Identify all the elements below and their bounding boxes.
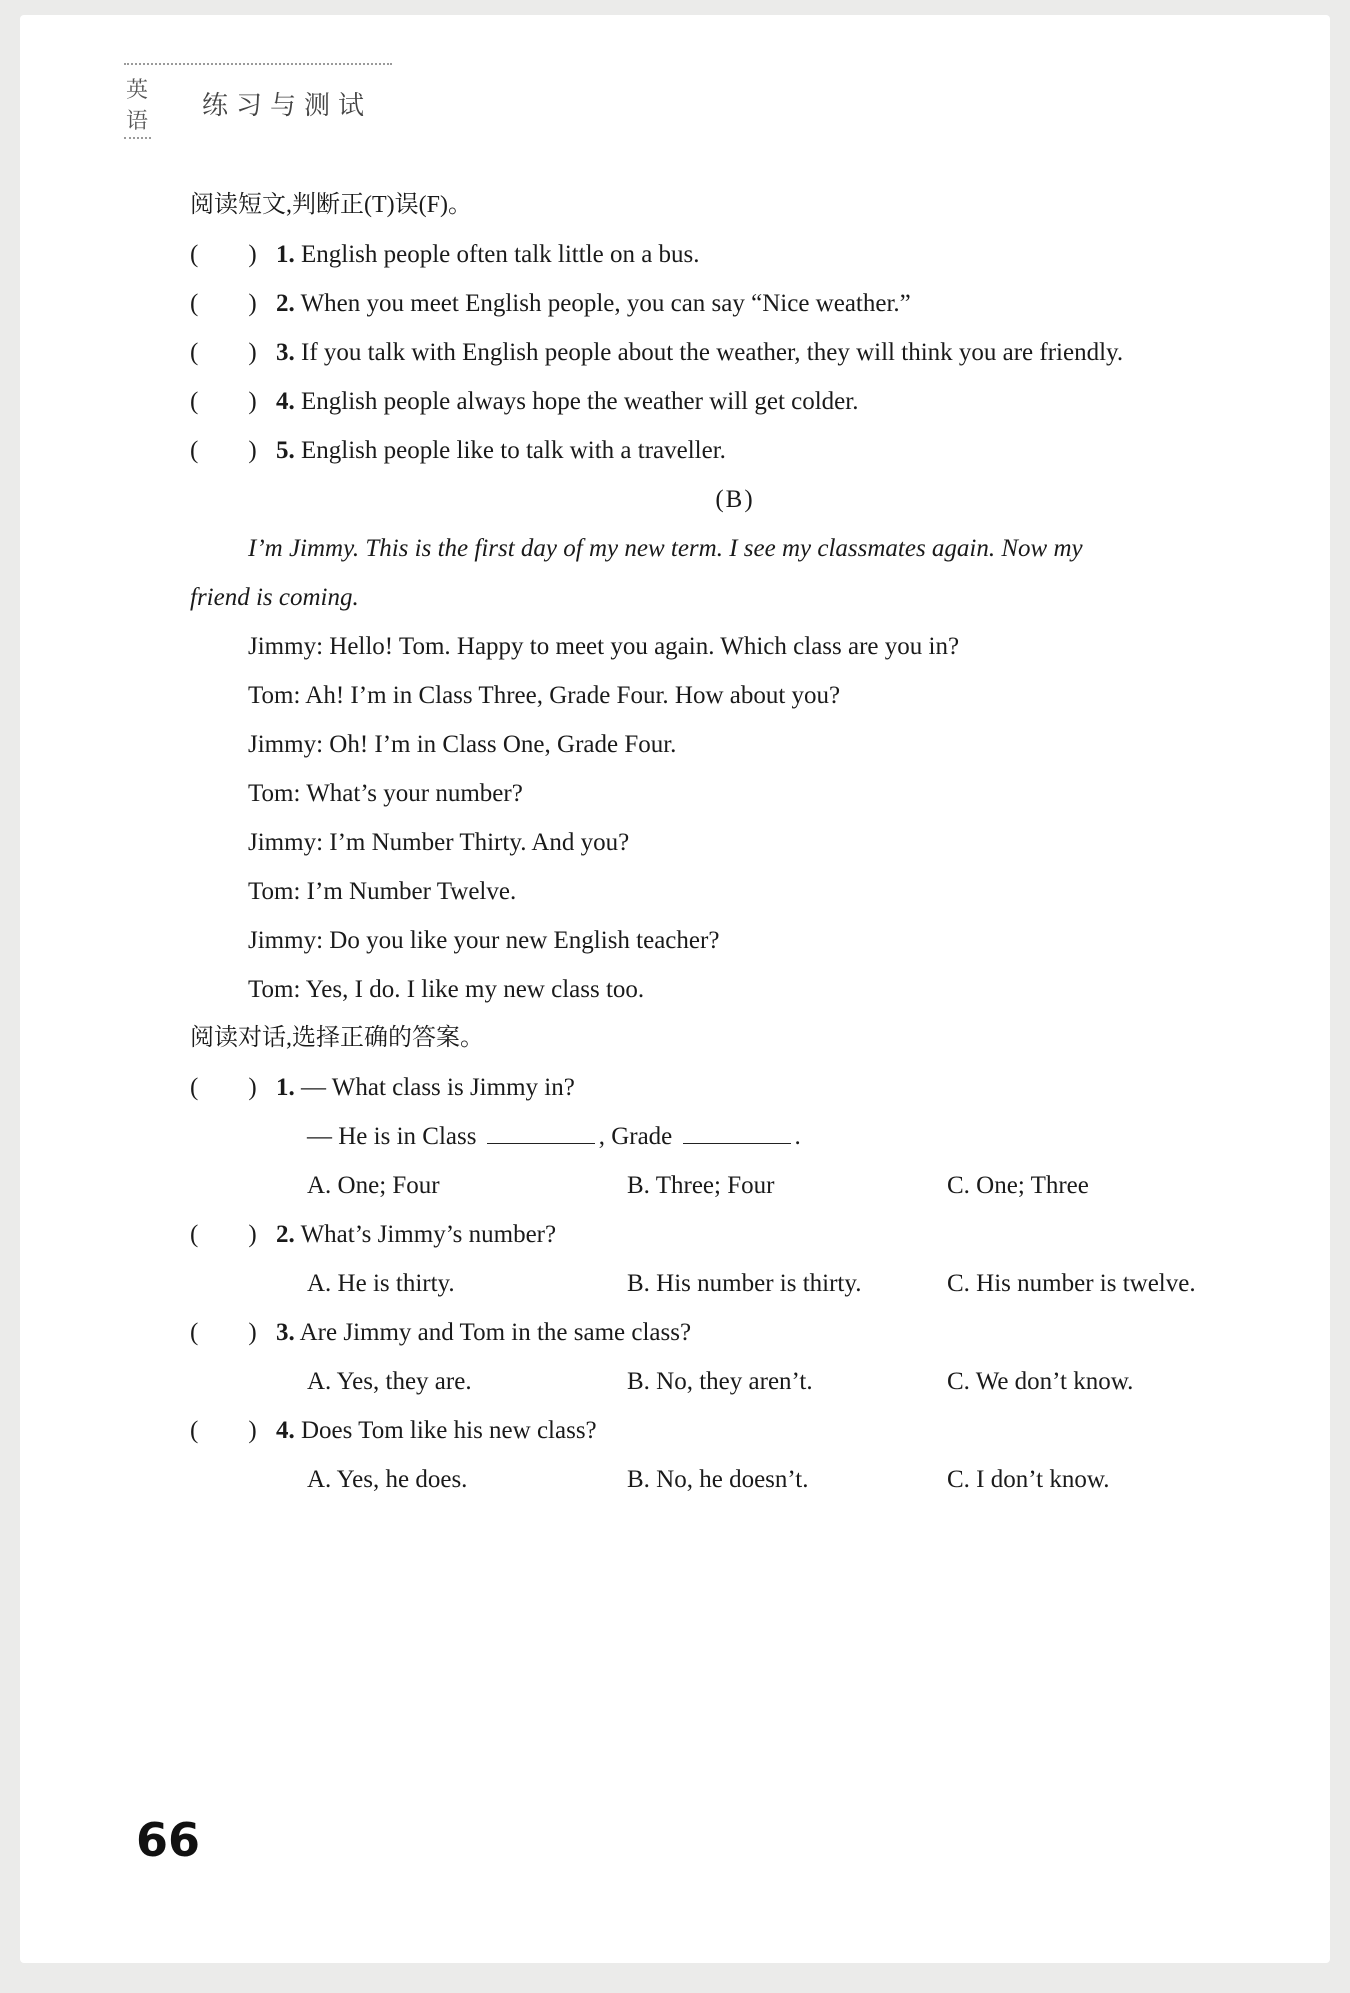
- option-a[interactable]: A. One; Four: [307, 1172, 440, 1199]
- exercise-content: [190, 181, 1280, 1504]
- question-text: English people always hope the weather will get colder.: [301, 388, 859, 415]
- question-text: When you meet English people, you can say “Nice weather.”: [300, 290, 911, 317]
- option-c[interactable]: C. One; Three: [947, 1172, 1089, 1199]
- dialogue-line: Tom: Yes, I do. I like my new class too.: [248, 976, 645, 1003]
- question-text: Does Tom like his new class?: [301, 1417, 597, 1444]
- mc-question-4-options: [190, 1455, 1280, 1504]
- answer-parentheses[interactable]: ( ): [190, 339, 257, 366]
- mc-question-2-options: [190, 1259, 1280, 1308]
- answer-parentheses[interactable]: ( ): [190, 1221, 257, 1248]
- tf-question-4: [190, 377, 1280, 426]
- option-c[interactable]: C. I don’t know.: [947, 1466, 1110, 1493]
- page-number: 66: [136, 1813, 201, 1867]
- answer-end: .: [794, 1123, 801, 1150]
- answer-prefix: — He is in Class: [307, 1123, 477, 1150]
- tf-question-2: [190, 279, 1280, 328]
- mc-question-1-answer-line: [190, 1112, 1280, 1161]
- question-text: — What class is Jimmy in?: [301, 1074, 575, 1101]
- answer-parentheses[interactable]: ( ): [190, 241, 257, 268]
- option-a[interactable]: A. He is thirty.: [307, 1270, 455, 1297]
- question-number: 1.: [276, 241, 295, 268]
- tf-question-5: [190, 426, 1280, 475]
- option-b[interactable]: B. No, he doesn’t.: [627, 1466, 809, 1493]
- question-number: 3.: [276, 1319, 295, 1346]
- answer-mid: , Grade: [598, 1123, 673, 1150]
- option-a[interactable]: A. Yes, they are.: [307, 1368, 472, 1395]
- answer-parentheses[interactable]: ( ): [190, 437, 257, 464]
- answer-parentheses[interactable]: ( ): [190, 388, 257, 415]
- question-text: English people often talk little on a bus.: [301, 241, 700, 268]
- question-text: What’s Jimmy’s number?: [300, 1221, 557, 1248]
- option-b[interactable]: B. Three; Four: [627, 1172, 775, 1199]
- option-a[interactable]: A. Yes, he does.: [307, 1466, 468, 1493]
- tf-question-3: [190, 328, 1280, 377]
- answer-parentheses[interactable]: ( ): [190, 1417, 257, 1444]
- fill-in-blank[interactable]: [487, 1117, 595, 1144]
- dialogue-line: Jimmy: Hello! Tom. Happy to meet you again. Which class are you in?: [248, 633, 960, 660]
- question-text: If you talk with English people about the weather, they will think you are friendly.: [301, 339, 1124, 366]
- answer-parentheses[interactable]: ( ): [190, 1074, 257, 1101]
- option-b[interactable]: B. His number is thirty.: [627, 1270, 862, 1297]
- question-number: 2.: [276, 1221, 295, 1248]
- dialogue-line: Tom: Ah! I’m in Class Three, Grade Four. How about you?: [248, 682, 841, 709]
- fill-in-blank[interactable]: [683, 1117, 791, 1144]
- part-b-instruction: 阅读对话,选择正确的答案。: [190, 1025, 484, 1051]
- question-text: English people like to talk with a traveller.: [301, 437, 726, 464]
- option-c[interactable]: C. We don’t know.: [947, 1368, 1134, 1395]
- answer-parentheses[interactable]: ( ): [190, 1319, 257, 1346]
- header-dotted-rule: [124, 63, 392, 65]
- option-b[interactable]: B. No, they aren’t.: [627, 1368, 813, 1395]
- story-intro-line-2: friend is coming.: [190, 584, 359, 611]
- mc-question-1-options: [190, 1161, 1280, 1210]
- workbook-page: [20, 15, 1330, 1963]
- dialogue-line: Jimmy: I’m Number Thirty. And you?: [248, 829, 630, 856]
- question-number: 4.: [276, 1417, 295, 1444]
- mc-question-4: [190, 1406, 1280, 1455]
- tf-question-1: [190, 230, 1280, 279]
- mc-question-3-options: [190, 1357, 1280, 1406]
- subject-label: 英语: [124, 73, 151, 139]
- mc-question-2: [190, 1210, 1280, 1259]
- question-text: Are Jimmy and Tom in the same class?: [299, 1319, 692, 1346]
- question-number: 5.: [276, 437, 295, 464]
- option-c[interactable]: C. His number is twelve.: [947, 1270, 1196, 1297]
- dialogue-line: Jimmy: Oh! I’m in Class One, Grade Four.: [248, 731, 677, 758]
- series-title: 练习与测试: [202, 91, 373, 121]
- part-a-instruction: 阅读短文,判断正(T)误(F)。: [190, 192, 472, 218]
- mc-question-3: [190, 1308, 1280, 1357]
- question-number: 1.: [276, 1074, 295, 1101]
- question-number: 3.: [276, 339, 295, 366]
- dialogue-line: Tom: What’s your number?: [248, 780, 523, 807]
- question-number: 2.: [276, 290, 295, 317]
- dialogue-line: Jimmy: Do you like your new English teacher?: [248, 927, 720, 954]
- question-number: 4.: [276, 388, 295, 415]
- answer-parentheses[interactable]: ( ): [190, 290, 257, 317]
- mc-question-1: [190, 1063, 1280, 1112]
- section-b-title: (B): [715, 486, 755, 513]
- dialogue-line: Tom: I’m Number Twelve.: [248, 878, 517, 905]
- story-intro-line-1: I’m Jimmy. This is the first day of my new term. I see my classmates again. Now my: [248, 535, 1083, 562]
